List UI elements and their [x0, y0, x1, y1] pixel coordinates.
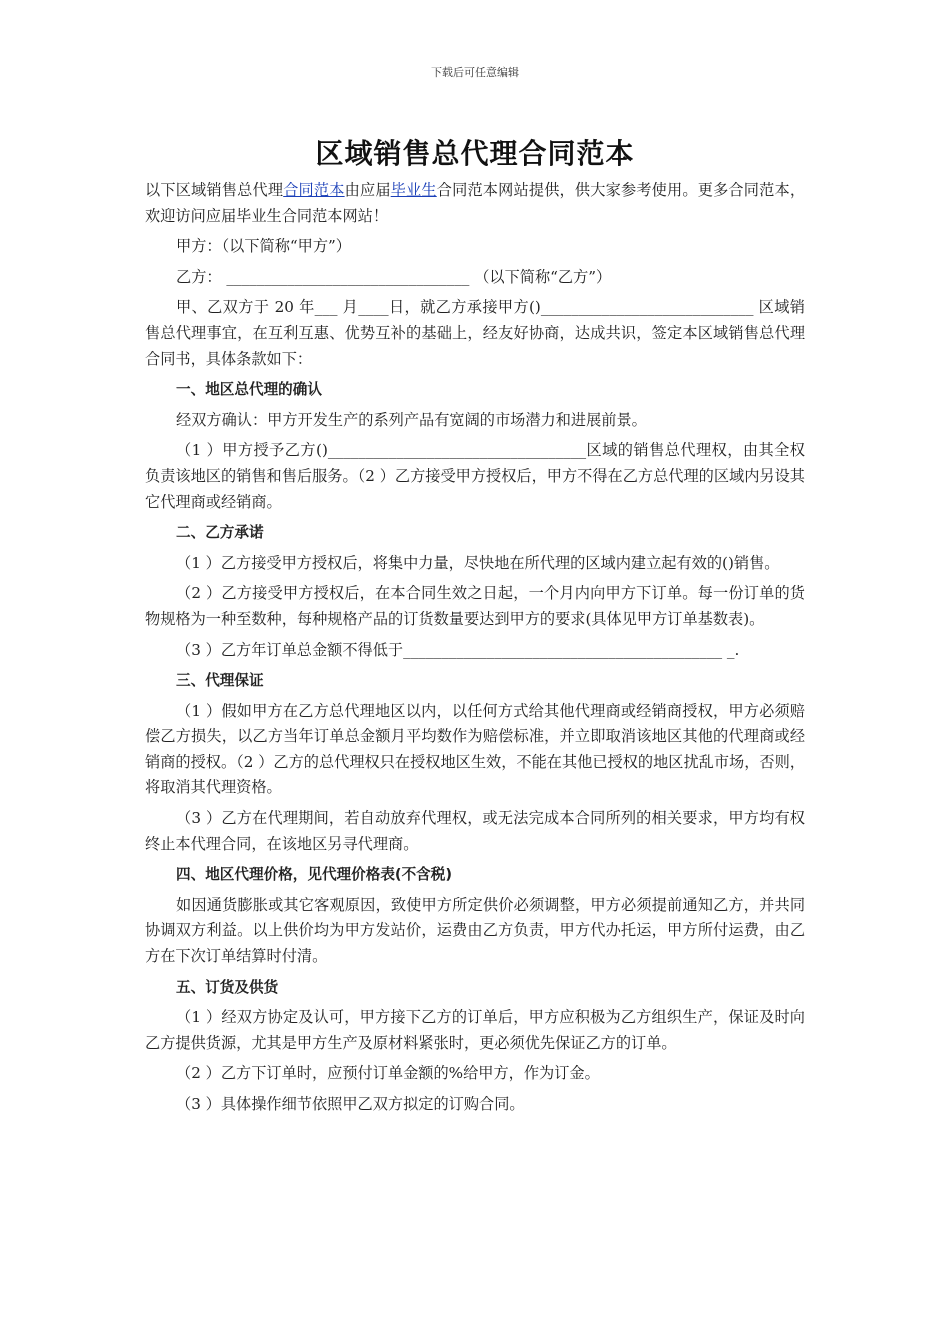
section-1-heading: 一、地区总代理的确认 — [176, 381, 322, 399]
intro-text-1: 以下区域销售总代理 — [145, 181, 284, 199]
intro-text-3: 合同范本网站提供，供大家参考使用。更多合同范本，欢迎访问应届毕业生合同范本网站！ — [145, 181, 806, 225]
section-5-paragraph: （1 ）经双方协定及认可，甲方接下乙方的订单后，甲方应积极为乙方组织生产，保证及时向乙方提供货源，尤其是甲方生产及原材料紧张时，更必须优先保证乙方的订单。 — [145, 1008, 805, 1052]
section-2-heading: 二、乙方承诺 — [176, 524, 264, 542]
intro-paragraph — [145, 178, 805, 229]
section-2-paragraph: （3 ）乙方年订单总金额不得低于__________________________________________ _. — [176, 640, 740, 659]
graduate-link[interactable]: 毕业生 — [390, 181, 437, 199]
section-5-heading: 五、订货及供货 — [176, 978, 279, 996]
section-3-heading: 三、代理保证 — [176, 672, 264, 690]
section-3-paragraph: （1 ）假如甲方在乙方总代理地区以内，以任何方式给其他代理商或经销商授权，甲方必须赔偿乙方损失，以乙方当年订单总金额月平均数作为赔偿标准，并立即取消该地区其他的代理商或经销商的授权。（2 ）乙方的总代理权只在授权地区生效，不能在其他已授权的地区扰乱市场，否则，将取消其代理资格。 — [145, 701, 805, 797]
contract-template-link[interactable]: 合同范本 — [283, 181, 345, 199]
section-2-paragraph: （2 ）乙方接受甲方授权后，在本合同生效之日起，一个月内向甲方下订单。每一份订单的货物规格为一种至数种，每种规格产品的订货数量要达到甲方的要求(具体见甲方订单基数表)。 — [145, 584, 805, 628]
section-1-paragraph: 经双方确认：甲方开发生产的系列产品有宽阔的市场潜力和进展前景。 — [176, 410, 647, 429]
section-5-paragraph: （3 ）具体操作细节依照甲乙双方拟定的订购合同。 — [176, 1095, 525, 1113]
intro-text-2: 由应届 — [344, 181, 391, 199]
section-4-heading: 四、地区代理价格，见代理价格表(不含税) — [176, 866, 453, 884]
preamble-paragraph: 甲、乙双方于 20 年___ 月____日，就乙方承接甲方()____________________________ 区域销售总代理事宜，在互利互惠、优势互补的基础上，经友好协商，达成共识，签定本区域销售总代理合同书，具体条款如下： — [145, 298, 805, 368]
section-1-paragraph: （1 ）甲方授予乙方()__________________________________区域的销售总代理权，由其全权负责该地区的销售和售后服务。（2 ）乙方接受甲方授权后，甲方不得在乙方总代理的区域内另设其它代理商或经销商。 — [145, 441, 805, 511]
header-note: 下载后可任意编辑 — [431, 66, 519, 79]
section-2-paragraph: （1 ）乙方接受甲方授权后，将集中力量，尽快地在所代理的区域内建立起有效的()销售。 — [176, 553, 780, 572]
section-4-paragraph: 如因通货膨胀或其它客观原因，致使甲方所定供价必须调整，甲方必须提前通知乙方，并共同协调双方利益。以上供价均为甲方发站价，运费由乙方负责，甲方代办托运，甲方所付运费，由乙方在下次订单结算时付清。 — [145, 895, 805, 966]
party-b-line: 乙方： ________________________________ （以下简称“乙方”） — [176, 267, 612, 286]
page-title: 区域销售总代理合同范本 — [315, 137, 635, 170]
section-3-paragraph: （3 ）乙方在代理期间，若自动放弃代理权，或无法完成本合同所列的相关要求，甲方均有权终止本代理合同，在该地区另寻代理商。 — [145, 809, 805, 853]
document-body — [145, 178, 805, 1123]
section-5-paragraph: （2 ）乙方下订单时，应预付订单金额的%给甲方，作为订金。 — [176, 1064, 600, 1083]
party-a-line: 甲方：（以下简称“甲方”） — [176, 237, 351, 256]
